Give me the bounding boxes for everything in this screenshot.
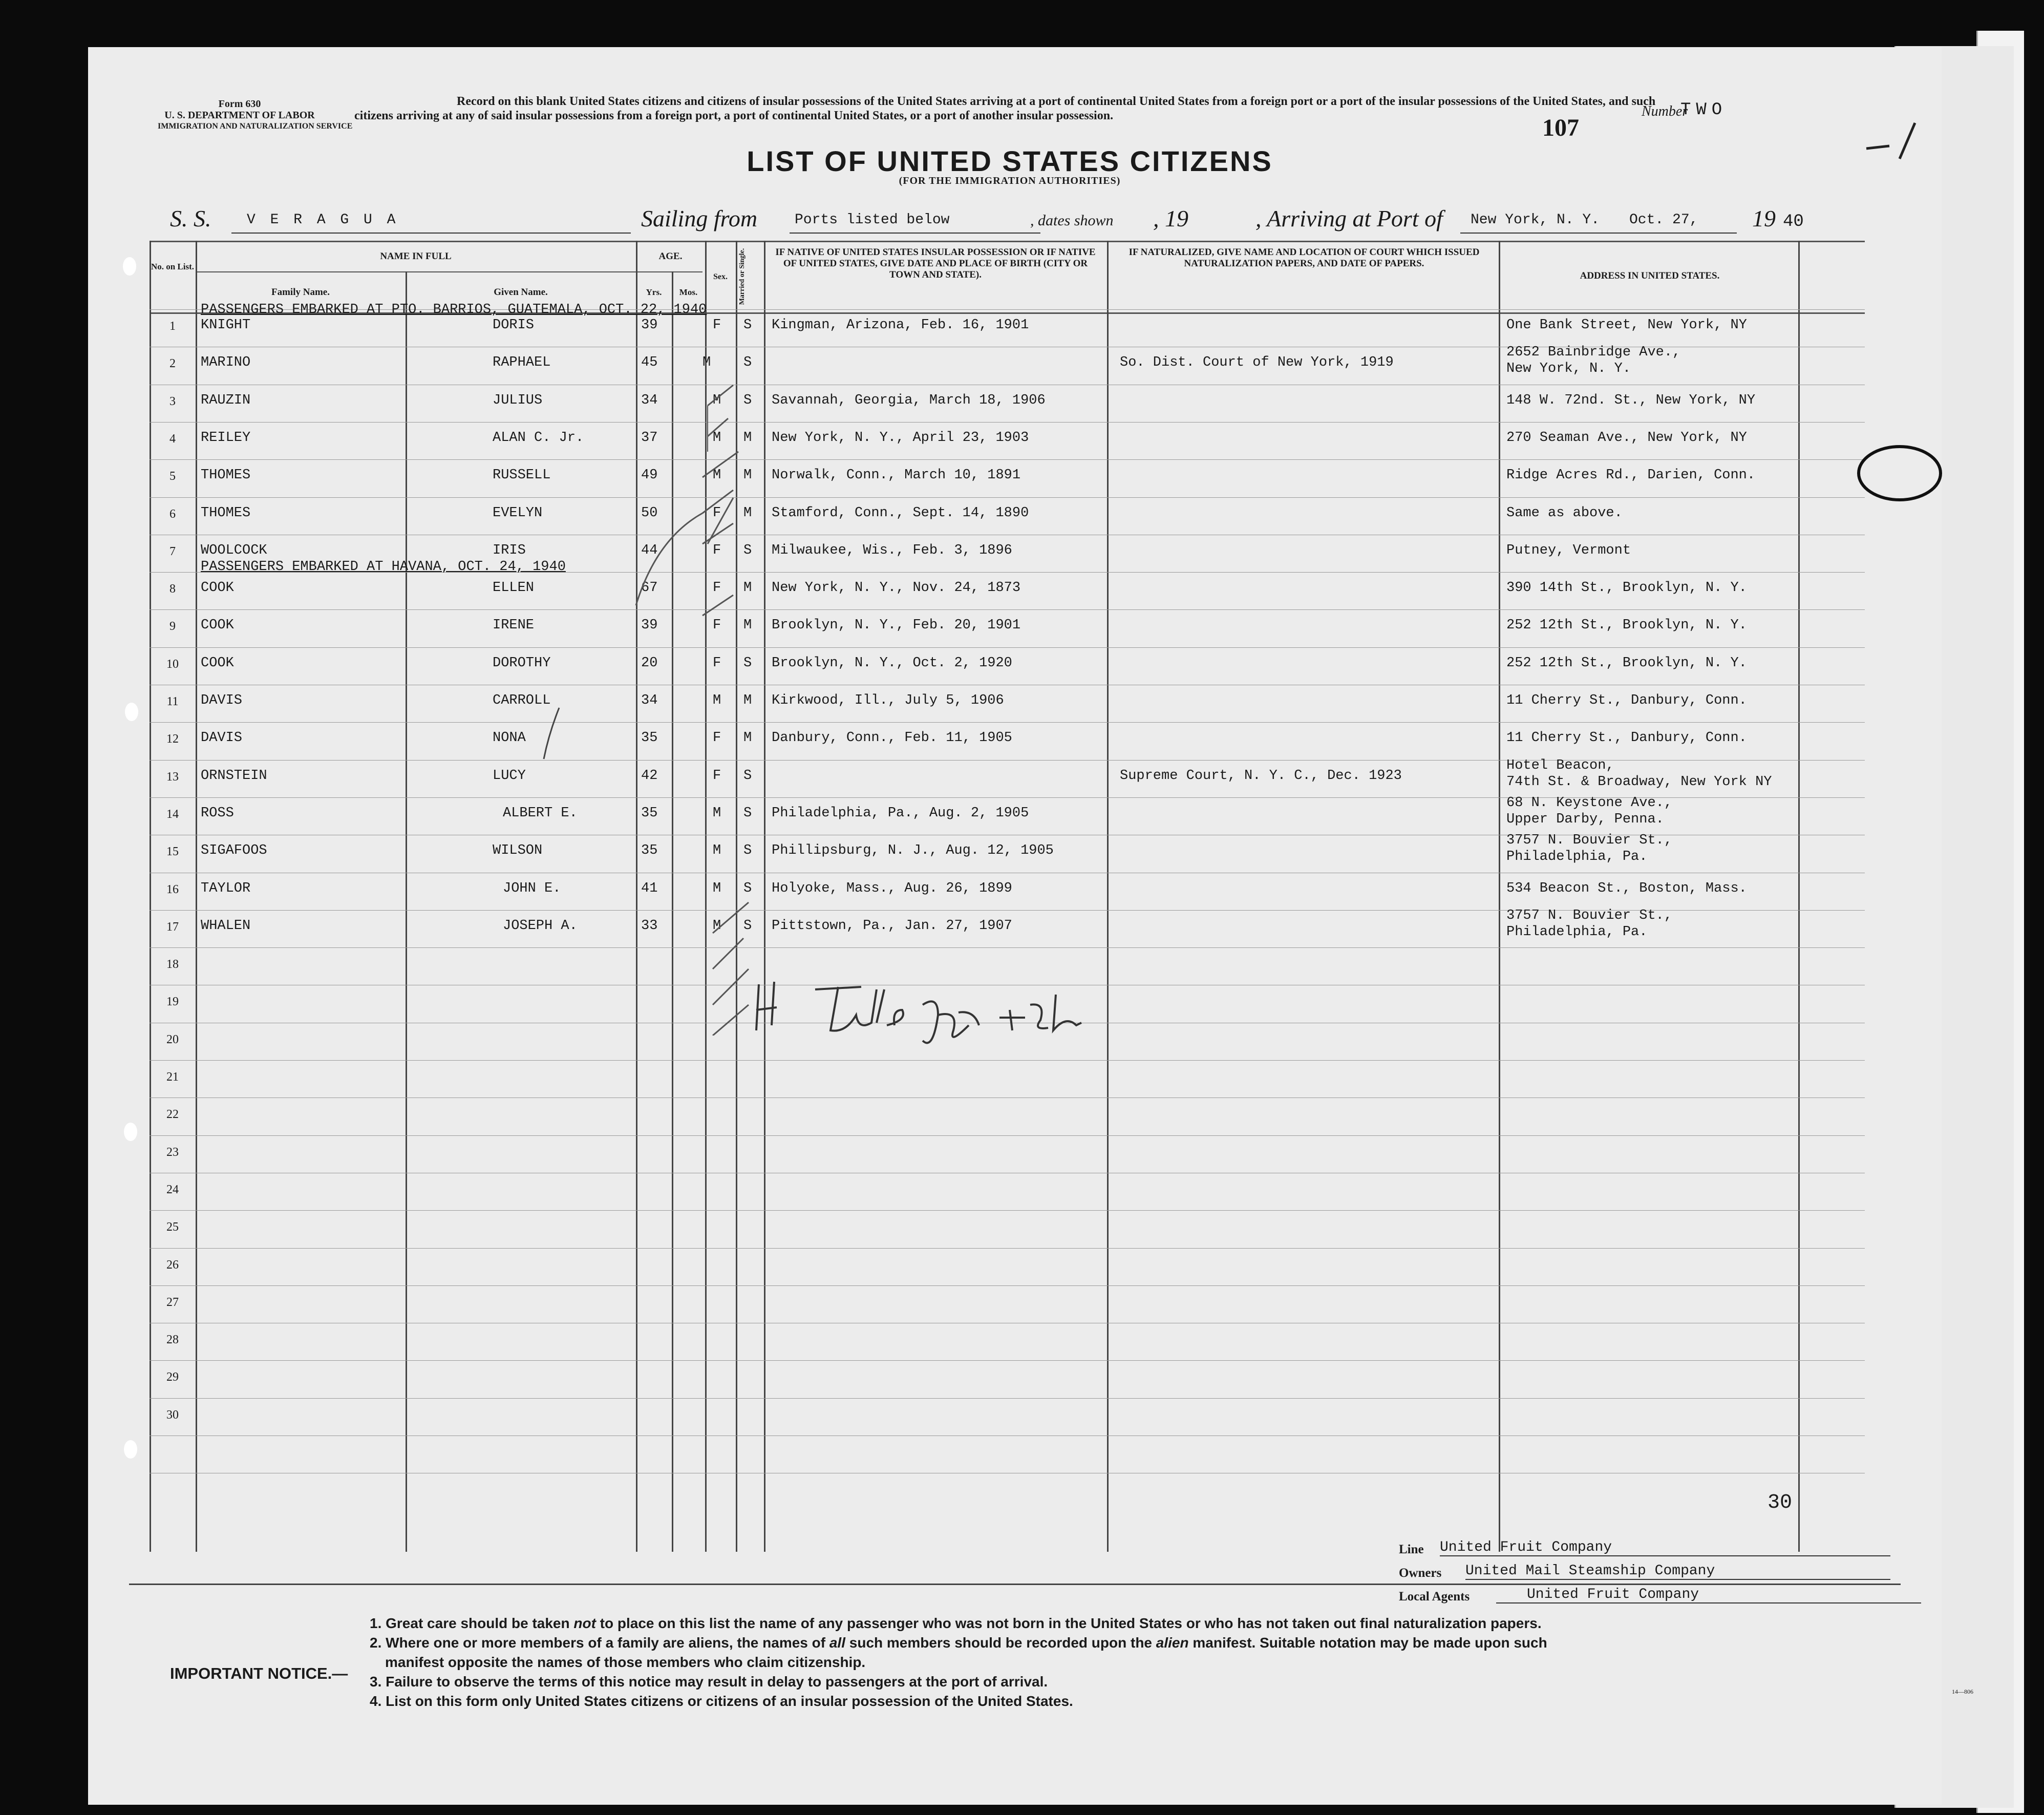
ruled-line [150, 947, 1865, 948]
line-label: Line [1399, 1543, 1424, 1556]
given-name: CARROLL [493, 693, 551, 708]
address-line-1: 534 Beacon St., Boston, Mass. [1506, 880, 1747, 896]
age-years: 37 [641, 430, 658, 446]
birth-place-date: Norwalk, Conn., March 10, 1891 [772, 468, 1021, 483]
address-line-2: Philadelphia, Pa. [1506, 849, 1648, 865]
row-number: 4 [169, 432, 176, 446]
address-line-1: 148 W. 72nd. St., New York, NY [1506, 392, 1756, 408]
bottom-form-code: 14—806 [1952, 1688, 1973, 1695]
handwritten-mark [1864, 118, 1930, 164]
row-number: 12 [166, 732, 179, 746]
given-name: IRENE [493, 618, 535, 634]
family-name: WOOLCOCK [201, 542, 267, 558]
sex: M [713, 843, 721, 859]
sailing-from: Ports listed below [795, 212, 950, 228]
ruled-line [150, 1135, 1865, 1136]
marital-status: S [743, 318, 752, 333]
row-number: 27 [166, 1295, 179, 1309]
header-mos: Mos. [679, 287, 698, 297]
marital-status: M [743, 468, 752, 483]
age-years: 34 [641, 392, 658, 408]
marital-status: M [743, 580, 752, 596]
row-number: 17 [166, 920, 179, 934]
agents-label: Local Agents [1399, 1590, 1470, 1603]
binder-hole [124, 1123, 137, 1141]
family-name: DAVIS [201, 693, 243, 708]
marital-status: M [743, 730, 752, 746]
agents-value: United Fruit Company [1496, 1587, 1921, 1603]
address-line-1: 3757 N. Bouvier St., [1506, 908, 1673, 923]
birth-place-date: Holyoke, Mass., Aug. 26, 1899 [772, 880, 1012, 896]
birth-place-date: New York, N. Y., Nov. 24, 1873 [772, 580, 1021, 596]
family-name: RAUZIN [201, 392, 251, 408]
age-years: 41 [641, 880, 658, 896]
pen-tick [539, 703, 569, 764]
given-name: RUSSELL [493, 468, 551, 483]
notice-heading: IMPORTANT NOTICE.— [170, 1664, 348, 1682]
given-name: ALBERT E. [503, 805, 578, 821]
family-name: KNIGHT [201, 318, 251, 333]
banner-barrios: PASSENGERS EMBARKED AT PTO. BARRIOS, GUATEMALA, OCT. 22, 1940 [201, 302, 707, 318]
family-name: TAYLOR [201, 880, 251, 896]
marital-status: S [743, 918, 752, 934]
sex: F [713, 542, 721, 558]
sailing-label: Sailing from [641, 205, 758, 231]
age-years: 35 [641, 730, 658, 746]
ship-name-rule [231, 233, 631, 234]
ruled-line [150, 1285, 1865, 1286]
age-years: 35 [641, 805, 658, 821]
passenger-table [150, 241, 1865, 1572]
service: IMMIGRATION AND NATURALIZATION SERVICE [158, 122, 353, 131]
birth-place-date: Danbury, Conn., Feb. 11, 1905 [772, 730, 1012, 746]
age-years: 42 [641, 768, 658, 784]
notice-item-4: 4. List on this form only United States citizens or citizens of an insular possession of the United States. [370, 1693, 1073, 1709]
header-family-name: Family Name. [271, 287, 330, 298]
address-line-2: Upper Darby, Penna. [1506, 811, 1664, 827]
dates-shown: , dates shown [1030, 212, 1114, 229]
birth-place-date: Brooklyn, N. Y., Oct. 2, 1920 [772, 655, 1012, 671]
ruled-line [150, 647, 1865, 648]
row-number: 5 [169, 470, 176, 483]
family-name: THOMES [201, 468, 251, 483]
form-number: Form 630 [218, 98, 261, 110]
row-number: 18 [166, 958, 179, 972]
row-number: 23 [166, 1145, 179, 1159]
col-rule-yrs [672, 271, 673, 1552]
form-identifier [158, 98, 353, 132]
marital-status: S [743, 843, 752, 859]
birth-place-date: Phillipsburg, N. J., Aug. 12, 1905 [772, 843, 1054, 859]
notice-item-2: 2. Where one or more members of a family are aliens, the names of all such members should be recorded upon the alien manifest. Suitable notation may be made upon such [370, 1635, 1547, 1651]
row-number: 9 [169, 620, 176, 634]
given-name: NONA [493, 730, 526, 746]
page-count-30: 30 [1768, 1491, 1793, 1514]
family-name: WHALEN [201, 918, 251, 934]
given-name: ELLEN [493, 580, 535, 596]
document-title: LIST OF UNITED STATES CITIZENS [747, 145, 1273, 177]
department: U. S. DEPARTMENT OF LABOR [164, 110, 315, 121]
birth-place-date: Savannah, Georgia, March 18, 1906 [772, 392, 1046, 408]
address-line-2: 74th St. & Broadway, New York NY [1506, 774, 1772, 790]
age-subheader-rule [636, 271, 702, 272]
row-number: 7 [169, 544, 176, 558]
ruled-line [150, 1060, 1865, 1061]
marital-status: S [743, 392, 752, 408]
binder-hole [124, 1440, 137, 1459]
ruled-line [150, 1210, 1865, 1211]
owners-value: United Mail Steamship Company [1465, 1563, 1890, 1580]
arriving-label: , Arriving at Port of [1255, 205, 1443, 231]
given-name: IRIS [493, 542, 526, 558]
family-name: REILEY [201, 430, 251, 446]
ruled-line [150, 422, 1865, 423]
given-name: DOROTHY [493, 655, 551, 671]
header-address: ADDRESS IN UNITED STATES. [1580, 270, 1720, 281]
sex: M [713, 430, 721, 446]
sex: F [713, 730, 721, 746]
ruled-line [150, 497, 1865, 498]
row-number: 3 [169, 394, 176, 408]
age-years: 49 [641, 468, 658, 483]
marital-status: M [743, 430, 752, 446]
address-line-2: Philadelphia, Pa. [1506, 924, 1648, 940]
ruled-line [150, 1398, 1865, 1399]
sex: F [713, 505, 721, 521]
col-rule-family [406, 271, 407, 1552]
handwritten-circle [1854, 440, 1946, 507]
header-sex: Sex. [713, 272, 728, 281]
row-number: 2 [169, 357, 176, 371]
age-years: 33 [641, 918, 658, 934]
banner-havana: PASSENGERS EMBARKED AT HAVANA, OCT. 24, 1940 [201, 559, 566, 575]
row-number: 14 [166, 807, 179, 821]
row-number: 24 [166, 1183, 179, 1196]
family-name: SIGAFOOS [201, 843, 267, 859]
birth-place-date: Kingman, Arizona, Feb. 16, 1901 [772, 318, 1029, 333]
ruled-line [150, 459, 1865, 460]
address-line-1: Hotel Beacon, [1506, 757, 1614, 773]
ruled-line [150, 1360, 1865, 1361]
age-years: 45 [641, 355, 658, 371]
number-label: Number [1642, 103, 1688, 119]
address-line-1: 68 N. Keystone Ave., [1506, 795, 1673, 811]
given-name: JOSEPH A. [503, 918, 578, 934]
row-number: 13 [166, 770, 179, 784]
row-number: 6 [169, 507, 176, 521]
col-rule-address [1798, 241, 1800, 1552]
row-number: 25 [166, 1220, 179, 1234]
owners-label: Owners [1399, 1566, 1442, 1580]
ruled-line [150, 609, 1865, 610]
age-years: 34 [641, 693, 658, 708]
given-name: JOHN E. [503, 880, 561, 896]
sex: M [713, 880, 721, 896]
family-name: COOK [201, 580, 234, 596]
footer-rule [129, 1584, 1901, 1585]
family-name: COOK [201, 655, 234, 671]
sex: M [713, 693, 721, 708]
address-line-1: 252 12th St., Brooklyn, N. Y. [1506, 655, 1747, 671]
marital-status: S [743, 355, 752, 371]
document-subtitle: (FOR THE IMMIGRATION AUTHORITIES) [899, 175, 1121, 186]
sex: F [713, 655, 721, 671]
age-years: 50 [641, 505, 658, 521]
marital-status: M [743, 505, 752, 521]
row-number: 19 [166, 995, 179, 1009]
address-line-1: 11 Cherry St., Danbury, Conn. [1506, 730, 1747, 746]
address-line-1: Putney, Vermont [1506, 542, 1631, 558]
address-line-2: New York, N. Y. [1506, 361, 1631, 377]
marital-status: M [743, 618, 752, 634]
ship-name: V E R A G U A [247, 212, 399, 228]
sex: F [713, 618, 721, 634]
row-number: 16 [166, 882, 179, 896]
address-line-1: Ridge Acres Rd., Darien, Conn. [1506, 468, 1756, 483]
marital-status: S [743, 768, 752, 784]
row-number: 28 [166, 1333, 179, 1347]
family-name: COOK [201, 618, 234, 634]
given-name: EVELYN [493, 505, 543, 521]
birth-place-date: Pittstown, Pa., Jan. 27, 1907 [772, 918, 1012, 934]
row-number: 26 [166, 1258, 179, 1272]
given-name: JULIUS [493, 392, 543, 408]
age-years: 20 [641, 655, 658, 671]
row-number: 8 [169, 582, 176, 596]
birth-place-date: Brooklyn, N. Y., Feb. 20, 1901 [772, 618, 1021, 634]
given-name: DORIS [493, 318, 535, 333]
binder-hole [123, 257, 136, 276]
age-years: 39 [641, 318, 658, 333]
row-number: 21 [166, 1070, 179, 1084]
table-top-rule [150, 241, 1865, 242]
page-number: 107 [1542, 114, 1579, 141]
marital-status: M [743, 693, 752, 708]
marital-status: S [743, 880, 752, 896]
given-name: RAPHAEL [493, 355, 551, 371]
address-line-1: 252 12th St., Brooklyn, N. Y. [1506, 618, 1747, 634]
birth-place-date: New York, N. Y., April 23, 1903 [772, 430, 1029, 446]
address-line-1: Same as above. [1506, 505, 1623, 521]
address-line-1: 2652 Bainbridge Ave., [1506, 345, 1681, 361]
age-years: 39 [641, 618, 658, 634]
row-number: 22 [166, 1108, 179, 1122]
voyage-line [88, 196, 1942, 237]
family-name: ORNSTEIN [201, 768, 267, 784]
sex: F [713, 580, 721, 596]
col-rule-given [636, 241, 637, 1552]
row-number: 15 [166, 845, 179, 859]
family-name: THOMES [201, 505, 251, 521]
header-age: AGE. [658, 251, 683, 262]
col-rule-birth [1107, 241, 1109, 1552]
address-line-1: 390 14th St., Brooklyn, N. Y. [1506, 580, 1747, 596]
sex: M [713, 805, 721, 821]
row-number: 1 [169, 320, 176, 333]
sailing-rule [790, 233, 1040, 234]
form-instructions: Record on this blank United States citizens and citizens of insular possessions of the United States arriving at a port of continental United States from a foreign port or a port of the insular possessions of the United States, and such citizens arriving at any of said insular possessions from a foreign port, a port of continental United States, or a port of another insular possession. [354, 95, 1656, 122]
arrival-port: New York, N. Y. [1471, 212, 1600, 228]
row-number: 30 [166, 1408, 179, 1422]
naturalization-court: Supreme Court, N. Y. C., Dec. 1923 [1120, 768, 1402, 784]
given-name: LUCY [493, 768, 526, 784]
birth-place-date: Stamford, Conn., Sept. 14, 1890 [772, 505, 1029, 521]
col-rule-naturalized [1499, 241, 1500, 1552]
header-yrs: Yrs. [646, 287, 662, 297]
header-naturalized: IF NATURALIZED, GIVE NAME AND LOCATION OF COURT WHICH ISSUED NATURALIZATION PAPERS, AND DATE OF PAPERS. [1129, 247, 1480, 269]
sex: F [713, 768, 721, 784]
sex: M [713, 918, 721, 934]
arrival-rule [1460, 233, 1737, 234]
age-years: 44 [641, 542, 658, 558]
arrival-year-suffix: 40 [1783, 212, 1804, 231]
marital-status: S [743, 655, 752, 671]
address-line-1: One Bank Street, New York, NY [1506, 318, 1747, 333]
ss-label: S. S. [170, 205, 211, 231]
family-name: MARINO [201, 355, 251, 371]
name-subheader-rule [196, 271, 636, 272]
marital-status: S [743, 542, 752, 558]
notice-item-1: 1. Great care should be taken not to place on this list the name of any passenger who was not born in the United States or who has not taken out final naturalization papers. [370, 1615, 1542, 1631]
age-years: 67 [641, 580, 658, 596]
ruled-line [150, 1248, 1865, 1249]
manifest-sheet [88, 47, 1973, 1805]
pen-stroke [626, 508, 728, 610]
age-years: 35 [641, 843, 658, 859]
family-name: ROSS [201, 805, 234, 821]
number-value: TWO [1680, 100, 1728, 120]
sex: M [713, 468, 721, 483]
col-rule-no [196, 241, 197, 1552]
row-number: 29 [166, 1370, 179, 1384]
sex: F [713, 318, 721, 333]
handwritten-notation [754, 974, 1112, 1056]
header-given-name: Given Name. [494, 287, 548, 298]
address-line-1: 270 Seaman Ave., New York, NY [1506, 430, 1747, 446]
given-name: ALAN C. Jr. [493, 430, 584, 446]
arrival-date: Oct. 27, [1629, 212, 1698, 228]
ruled-line [150, 722, 1865, 723]
row-number: 10 [166, 657, 179, 671]
address-line-1: 3757 N. Bouvier St., [1506, 833, 1673, 849]
notice-item-3: 3. Failure to observe the terms of this notice may result in delay to passengers at the port of arrival. [370, 1674, 1048, 1690]
birth-place-date: Milwaukee, Wis., Feb. 3, 1896 [772, 542, 1012, 558]
header-name-in-full: NAME IN FULL [380, 251, 452, 262]
arrival-year-prefix: 19 [1752, 205, 1776, 231]
year-prefix: , 19 [1153, 205, 1188, 231]
line-value: United Fruit Company [1440, 1539, 1890, 1556]
sex: M [702, 355, 711, 371]
row-number: 20 [166, 1032, 179, 1046]
header-no: No. on List. [151, 262, 195, 271]
family-name: DAVIS [201, 730, 243, 746]
birth-place-date: Philadelphia, Pa., Aug. 2, 1905 [772, 805, 1029, 821]
naturalization-court: So. Dist. Court of New York, 1919 [1120, 355, 1394, 371]
check-marks [692, 375, 805, 1036]
birth-place-date: Kirkwood, Ill., July 5, 1906 [772, 693, 1004, 708]
binder-hole [125, 703, 138, 721]
marital-status: S [743, 805, 752, 821]
given-name: WILSON [493, 843, 543, 859]
header-married: Married or Single. [738, 248, 746, 305]
sex: M [713, 392, 721, 408]
header-birth: IF NATIVE OF UNITED STATES INSULAR POSSESSION OR IF NATIVE OF UNITED STATES, GIVE DATE AND PLACE OF BIRTH (CITY OR TOWN AND STATE). [775, 247, 1096, 280]
address-line-1: 11 Cherry St., Danbury, Conn. [1506, 693, 1747, 708]
notice-item-2-cont: manifest opposite the names of those members who claim citizenship. [385, 1654, 866, 1670]
row-number: 11 [166, 695, 179, 708]
